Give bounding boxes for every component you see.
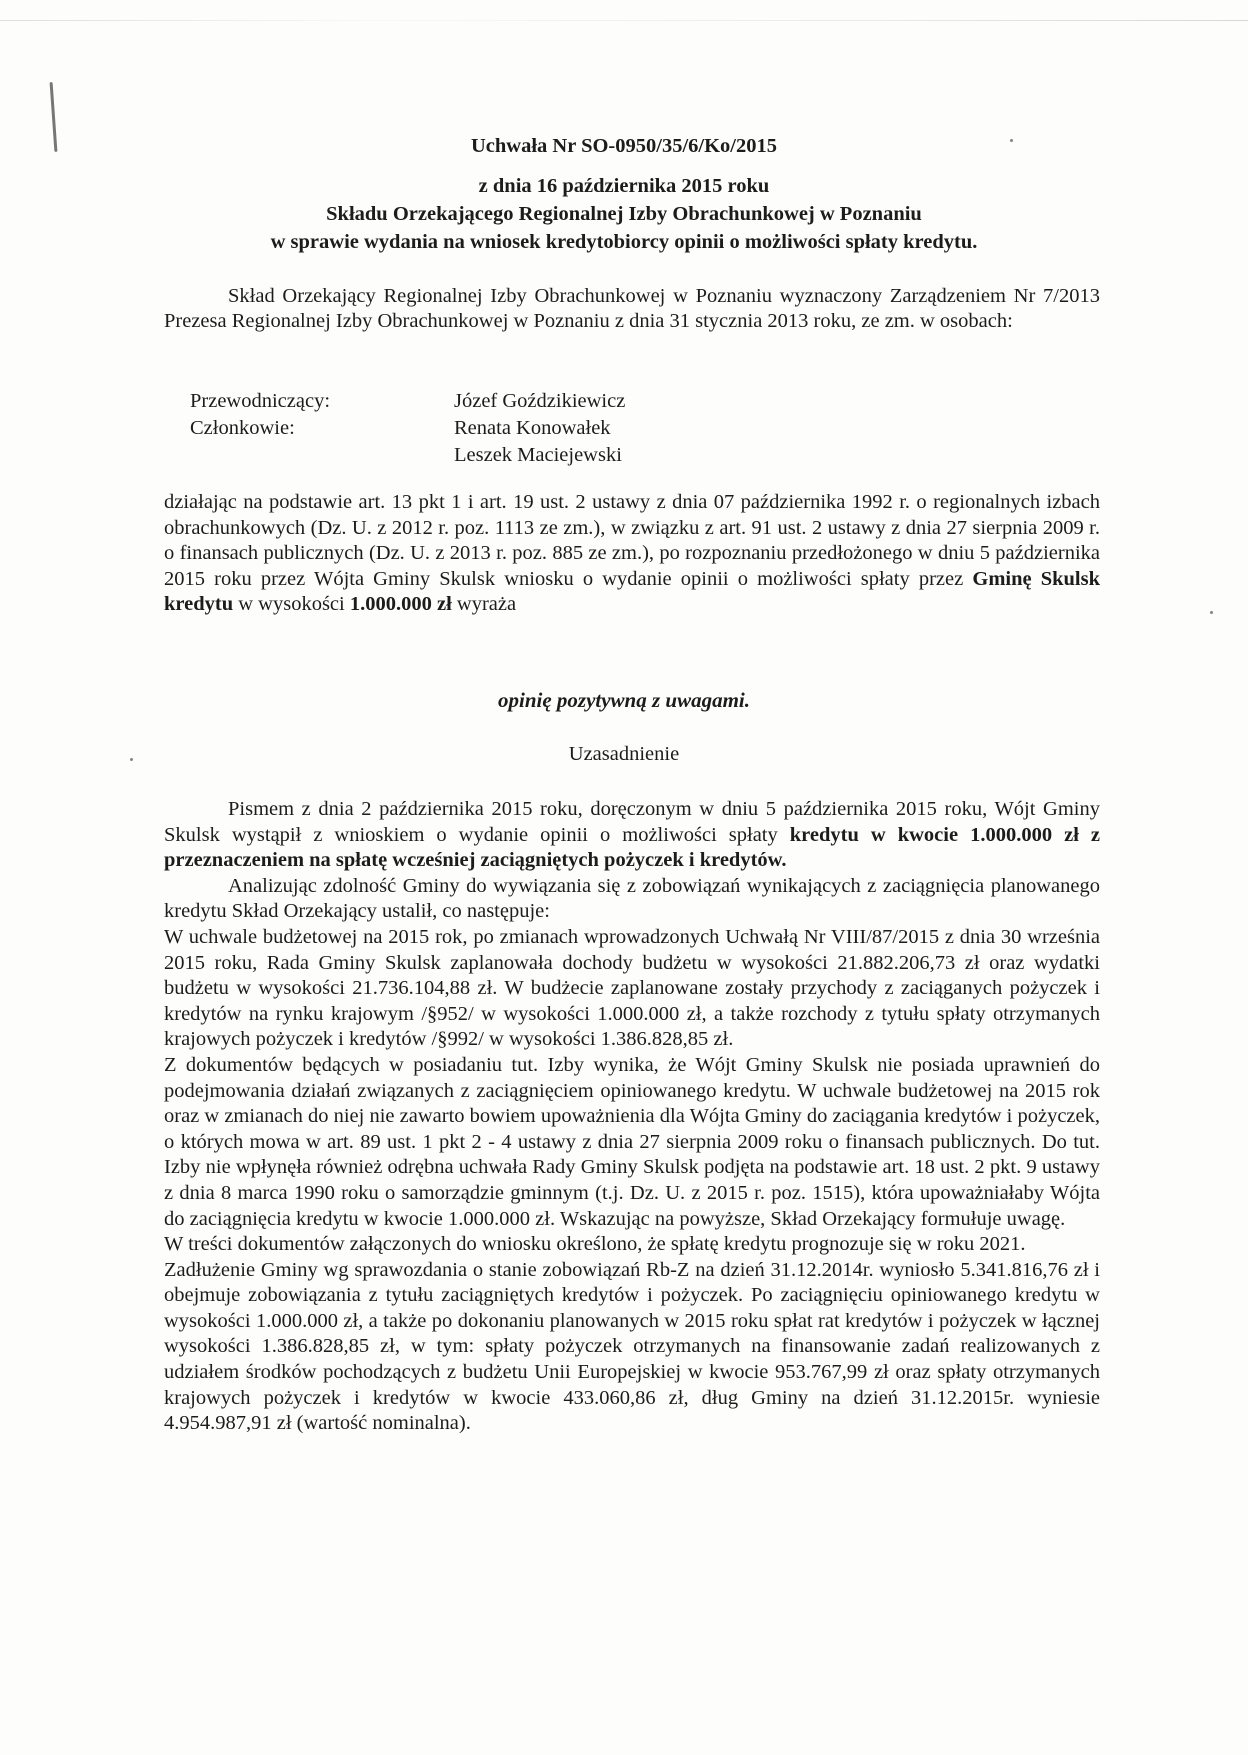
members-row-2 (190, 442, 890, 469)
member-name: Leszek Maciejewski (454, 444, 622, 466)
legal-basis-paragraph (164, 490, 1100, 618)
chair-name: Józef Goździkiewicz (454, 390, 626, 412)
intro-text: Skład Orzekający Regionalnej Izby Obrachunkowej w Poznaniu wyznaczony Zarządzeniem Nr 7/2013 Prezesa Regionalnej Izby Obrachunkowej w Poznaniu z dnia 31 stycznia 2013 roku, ze zm. w osobach: (164, 285, 1100, 332)
legal-basis-text (164, 490, 1100, 618)
justification-paragraph: Zadłużenie Gminy wg sprawozdania o stanie zobowiązań Rb-Z na dzień 31.12.2014r. wyniosło 5.341.816,76 zł i obejmuje zobowiązania z tytułu zaciągniętych kredytów i pożyczek. Po zaciągnięciu opiniowanego kredytu w wysokości 1.000.000 zł, a także po dokonaniu planowanych w 2015 roku spłat rat kredytów i pożyczek w łącznej wysokości 1.386.828,85 zł, w tym: spłaty pożyczek otrzymanych na finansowanie zadań realizowanych z udziałem środków pochodzących z budżetu Unii Europejskiej w kwocie 953.767,99 zł oraz spłaty otrzymanych krajowych pożyczek i kredytów w kwocie 433.060,86 zł, dług Gminy na dzień 31.12.2015r. wyniesie 4.954.987,91 zł (wartość nominalna). (164, 1258, 1100, 1435)
opinion-statement: opinię pozytywną z uwagami. (497, 688, 751, 712)
chair-row (190, 388, 890, 415)
members-row (190, 415, 890, 442)
chair-label: Przewodniczący: (190, 390, 331, 412)
intro-paragraph (164, 284, 1100, 334)
resolution-body: Składu Orzekającego Regionalnej Izby Obrachunkowej w Poznaniu (326, 203, 922, 225)
scan-edge-line (0, 20, 1248, 21)
justification-p1-text: Pismem z dnia 2 października 2015 roku, doręczonym w dniu 5 października 2015 roku, Wójt Gminy Skulsk wystąpił z wnioskiem o wydanie opinii o możliwości spłaty (164, 798, 1100, 846)
legal-basis-bold-1: Gminę Skulsk kredytu (164, 567, 1100, 615)
justification-paragraph: W treści dokumentów załączonych do wniosku określono, że spłatę kredytu prognozuje się w roku 2021. (164, 1233, 1026, 1256)
resolution-subject: w sprawie wydania na wniosek kredytobiorcy opinii o możliwości spłaty kredytu. (270, 231, 978, 253)
panel-composition (190, 388, 890, 469)
legal-basis-text-2: w wysokości (233, 593, 350, 615)
justification-heading: Uzasadnienie (568, 743, 680, 765)
justification-paragraph: W uchwale budżetowej na 2015 rok, po zmianach wprowadzonych Uchwałą Nr VIII/87/2015 z dnia 30 września 2015 roku, Rada Gminy Skulsk zaplanowała dochody budżetu w wysokości 21.882.206,73 zł oraz wydatki budżetu w wysokości 21.736.104,88 zł. W budżecie zaplanowane zostały przychody z zaciąganych pożyczek i kredytów na rynku krajowym /§952/ w wysokości 1.000.000 zł, a także rozchody z tytułu spłaty otrzymanych krajowych pożyczek i kredytów /§992/ w wysokości 1.386.828,85 zł. (164, 925, 1100, 1051)
justification-p1-bold: kredytu w kwocie 1.000.000 zł z przeznaczeniem na spłatę wcześniej zaciągniętych pożyczek i kredytów. (164, 823, 1101, 872)
resolution-title: Uchwała Nr SO-0950/35/6/Ko/2015 (471, 135, 777, 157)
legal-basis-text-3: wyraża (451, 593, 517, 615)
legal-basis-bold-2: 1.000.000 zł (349, 593, 452, 615)
justification-paragraph (164, 797, 1100, 874)
resolution-date: z dnia 16 października 2015 roku (478, 175, 770, 197)
member-name: Renata Konowałek (454, 417, 611, 439)
scan-speck (1210, 611, 1213, 614)
justification-paragraph: Analizując zdolność Gminy do wywiązania się z zobowiązań wynikających z zaciągnięcia planowanego kredytu Skład Orzekający ustalił, co następuje: (164, 874, 1100, 923)
resolution-header (0, 132, 1248, 256)
legal-basis-text-1: działając na podstawie art. 13 pkt 1 i art. 19 ust. 2 ustawy z dnia 07 października 1992 r. o regionalnych izbach obrachunkowych (Dz. U. z 2012 r. poz. 1113 ze zm.), w związku z art. 91 ust. 2 ustawy z dnia 27 sierpnia 2009 r. o finansach publicznych (Dz. U. z 2013 r. poz. 885 ze zm.), po rozpoznaniu przedłożonego w dniu 5 października 2015 roku przez Wójta Gminy Skulsk wniosku o wydanie opinii o możliwości spłaty przez (164, 491, 1100, 590)
justification-section (164, 797, 1100, 1437)
justification-paragraph: Z dokumentów będących w posiadaniu tut. Izby wynika, że Wójt Gminy Skulsk nie posiada uprawnień do podejmowania działań związanych z zaciągnięciem opiniowanego kredytu. W uchwale budżetowej na 2015 rok oraz w zmianach do niej nie zawarto bowiem upoważnienia dla Wójta Gminy do zaciągania kredytów i pożyczek, o których mowa w art. 89 ust. 1 pkt 2 - 4 ustawy z dnia 27 sierpnia 2009 roku o finansach publicznych. Do tut. Izby nie wpłynęła również odrębna uchwała Rady Gminy Skulsk podjęta na podstawie art. 18 ust. 2 pkt. 9 ustawy z dnia 8 marca 1990 roku o samorządzie gminnym (t.j. Dz. U. z 2015 r. poz. 1515), która upoważniałaby Wójta do zaciągnięcia kredytu w kwocie 1.000.000 zł. Wskazując na powyższe, Skład Orzekający formułuje uwagę. (164, 1053, 1100, 1230)
members-label: Członkowie: (190, 417, 295, 439)
members-label-spacer (190, 442, 454, 469)
